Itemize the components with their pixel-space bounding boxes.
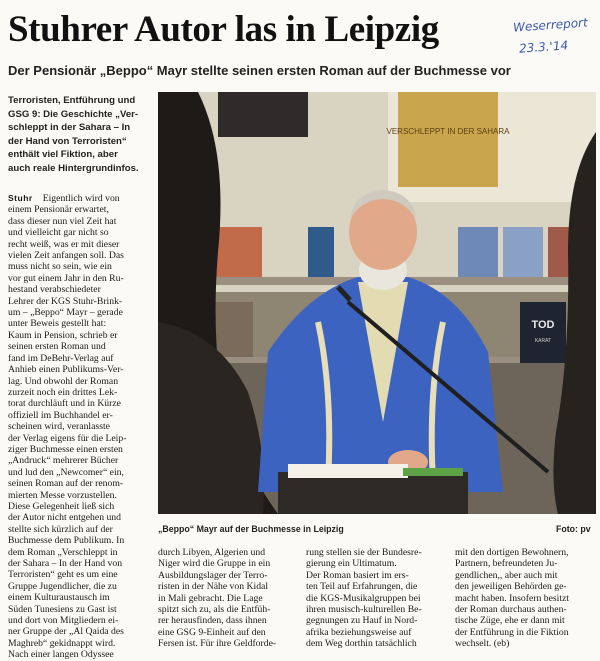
article-line: lag. Und obwohl der Roman	[8, 375, 119, 387]
book-cover	[308, 227, 334, 277]
manuscript-pages	[288, 464, 408, 478]
teaser-line: der Hand von Terroristen“	[8, 135, 127, 147]
teaser-line: GSG 9: Die Geschichte „Ver-	[8, 108, 139, 120]
article-line: in Mali gebracht. Die Lage	[158, 592, 263, 604]
article-line: Gruppe Jugendlicher, die zu	[8, 580, 117, 592]
article-line: rung stellen sie der Bundesre-	[306, 547, 422, 558]
article-line: offiziell im Buchhandel er-	[8, 409, 113, 421]
handwritten-source-note: Weserreport	[512, 15, 589, 35]
article-line: afrika beziehungsweise auf	[306, 626, 412, 638]
article-line: risten in der Nähe von Kidal	[158, 581, 269, 593]
article-photo	[158, 92, 596, 514]
subheadline: Der Pensionär „Beppo“ Mayr stellte seinen ersten Roman auf der Buchmesse vor	[8, 63, 511, 78]
article-line: stellte sich kürzlich auf der	[8, 523, 113, 535]
article-column-2	[158, 547, 300, 650]
article-line: vor gut einem Jahr in den Ru-	[8, 272, 124, 284]
article-line: dem Roman „Verschleppt in	[8, 546, 118, 558]
teaser-line: Terroristen, Entführung und	[8, 95, 136, 106]
article-line: und vielleicht gar nicht so	[8, 227, 109, 239]
article-line: die KGS-Musikalgruppen bei	[306, 592, 421, 604]
article-line: der Verlag eigens für die Leip-	[8, 432, 127, 444]
article-line: durch Libyen, Algerien und	[158, 547, 266, 558]
article-line: Kaum in Pension, schrieb er	[8, 329, 118, 341]
book-cover	[520, 302, 566, 364]
article-line: ziger Buchmesse einen ersten	[8, 443, 123, 455]
article-line: scheinen wird, veranlasste	[8, 421, 110, 433]
article-line: der Sahara – In der Hand von	[8, 558, 123, 569]
article-line: Buchmesse dem Publikum. In	[8, 535, 125, 547]
article-line: „Andruck“ mehrerer Bücher	[8, 455, 119, 467]
photo-caption: „Beppo“ Mayr auf der Buchmesse in Leipzig	[158, 524, 344, 534]
article-line: ihren musisch-kulturellen Be-	[306, 604, 422, 616]
article-column-4	[455, 547, 595, 650]
article-line: tische Züge, ehe er dann mit	[455, 615, 565, 627]
article-line: unter Beweis gestellt hat:	[8, 318, 107, 330]
article-line: Niger wird die Gruppe in ein	[158, 558, 271, 570]
article-column-1	[8, 193, 154, 661]
book-poster	[398, 92, 498, 187]
article-line: seinen Roman auf der renom-	[8, 478, 124, 490]
article-line: gegnungen zu Hauf in Nord-	[306, 615, 418, 627]
article-line: und dort von Mitgliedern ei-	[8, 615, 119, 627]
article-line-text: Eigentlich wird von	[42, 193, 120, 204]
article-line: mierten Messe vorzustellen.	[8, 489, 117, 501]
article-line: einem Kulturaustausch im	[8, 592, 110, 604]
article-line: ten Teil auf Erfahrungen, die	[306, 581, 418, 593]
article-line: gendlichen,, aber auch mit	[455, 569, 558, 581]
photo-credit: Foto: pv	[556, 524, 591, 534]
article-line: Der Roman basiert im ers-	[306, 569, 409, 581]
article-line: zurzeit noch ein drittes Lek-	[8, 386, 118, 398]
lectern	[278, 472, 468, 514]
book-cover	[216, 227, 262, 277]
article-line: der Roman durchaus authen-	[455, 604, 567, 616]
article-line: Lehrer der KGS Stuhr-Brink-	[8, 295, 123, 307]
article-line: hestand verabschiedeter	[8, 284, 101, 296]
article-line: und lud den „Newcomer“ ein,	[8, 466, 124, 478]
article-line: torat durchläuft und in Kürze	[8, 398, 121, 410]
article-line: Diese Gelegenheit ließ sich	[8, 500, 115, 512]
article-line: den jeweiligen Behörden ge-	[455, 581, 567, 593]
dateline: Stuhr	[8, 193, 33, 203]
article-line: macht haben. Insofern besitzt	[455, 592, 570, 604]
article-column-3	[306, 547, 448, 650]
article-line: Nach einer langen Odyssee	[8, 649, 114, 661]
article-line: muss nicht so sein, wie ein	[8, 261, 112, 273]
article-line: wechselt. (eb)	[455, 638, 510, 650]
article-line: Süden Tunesiens zu Gast ist	[8, 603, 117, 615]
article-line: mit den dortigen Bewohnern,	[455, 547, 569, 558]
article-line: Partnern, befreundeten Ju-	[455, 558, 558, 570]
article-line: der Entführung in die Fiktion	[455, 626, 569, 638]
book-cover	[458, 227, 498, 277]
book-subtitle-text: KARAT	[534, 338, 552, 344]
article-line: um – „Beppo“ Mayr – gerade	[8, 307, 123, 319]
article-line: gierung ein Ultimatum.	[306, 558, 397, 570]
teaser-line: schleppt in der Sahara – In	[8, 122, 131, 134]
article-line: seinen ersten Roman und	[8, 341, 106, 353]
headline: Stuhrer Autor las in Leipzig	[8, 9, 439, 50]
article-line: dem Weg dorthin tatsächlich	[306, 638, 417, 650]
article-line: Anhieb einen Publikums-Ver-	[8, 364, 124, 376]
article-line: recht weiß, was er mit dieser	[8, 238, 120, 250]
article-line: fand im DeBehr-Verlag auf	[8, 352, 114, 364]
teaser-line: auch reale Hintergrundinfos.	[8, 162, 139, 174]
teaser	[8, 94, 154, 176]
article-line: dass dieser nun viel Zeit hat	[8, 215, 117, 227]
article-line: vielen Zeit anfangen soll. Das	[8, 250, 124, 262]
poster-text: VERSCHLEPPT IN DER SAHARA	[386, 127, 510, 136]
article-line: ner Gruppe der „Al Qaida des	[8, 626, 124, 638]
article-line: Ausbildungslager der Terro-	[158, 569, 268, 581]
article-line	[8, 193, 154, 204]
article-line: spitzt sich zu, als die Entfüh-	[158, 604, 271, 616]
article-line: eine GSG 9-Einheit auf den	[158, 626, 266, 638]
article-line: der Autor nicht entgehen und	[8, 512, 121, 524]
book-title-text: TOD	[531, 319, 555, 331]
article-line: Terroristen“ geht es um eine	[8, 569, 118, 581]
handwritten-date-note: 23.3.'14	[518, 38, 569, 56]
article-line: Fersen ist. Für ihre Geldforde-	[158, 638, 277, 650]
article-line: rer herausfinden, dass ihnen	[158, 615, 267, 627]
teaser-line: enthält viel Fiktion, aber	[8, 149, 118, 161]
article-line: Maghreb“ gekidnappt wird.	[8, 637, 116, 649]
article-line: einem Pensionär erwartet,	[8, 204, 109, 216]
book-cover	[213, 302, 253, 357]
book-cover	[503, 227, 543, 277]
